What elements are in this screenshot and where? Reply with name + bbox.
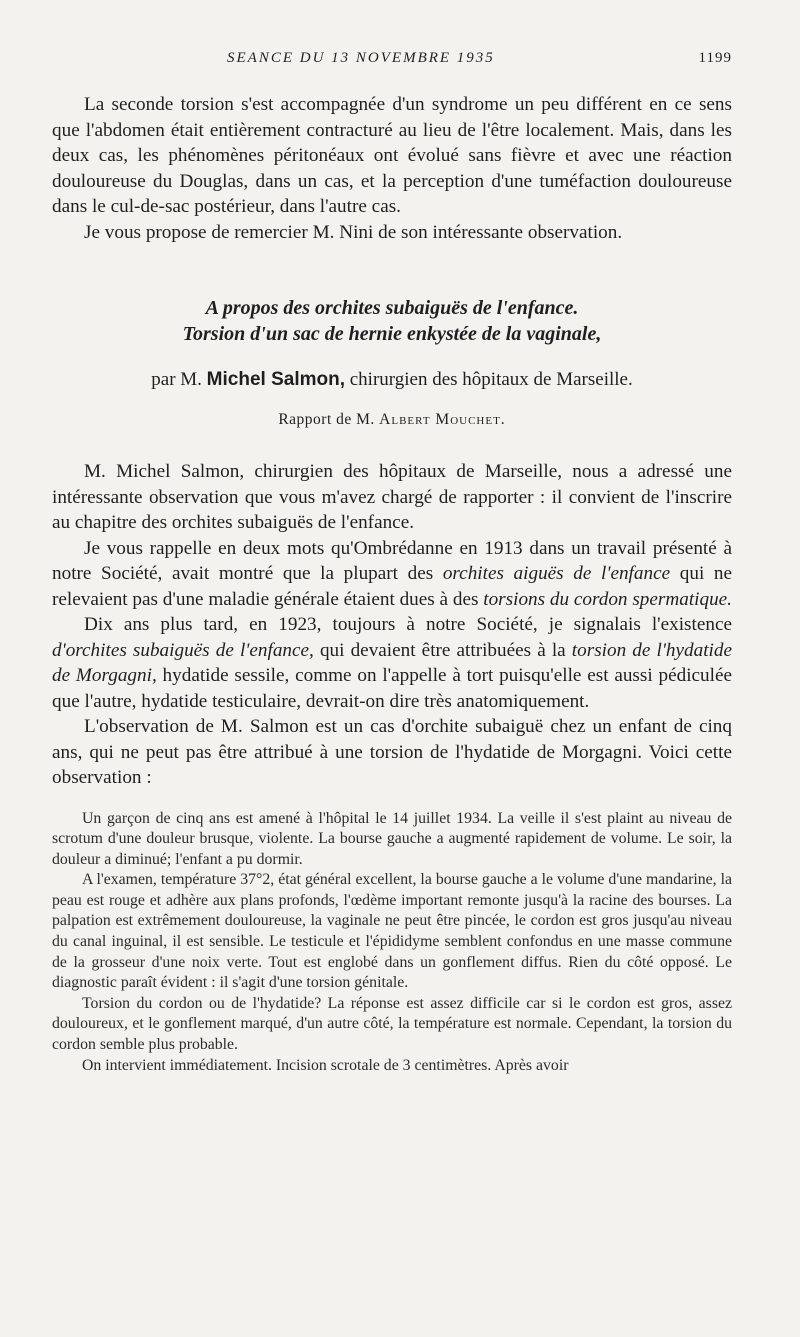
observation-paragraph-3: Torsion du cordon ou de l'hydatide? La réponse est assez difficile car si le cordon est gros, assez douloureux, et le gonflement marqué, d'un autre côté, la température est normale. Cependant, la torsion du cordon semble plus probable. <box>52 994 732 1054</box>
observation-paragraph-1: Un garçon de cinq ans est amené à l'hôpital le 14 juillet 1934. La veille il s'est plaint au niveau de scrotum d'une douleur brusque, violente. La bourse gauche a augmenté rapidement de volume. Le soir, la douleur a diminué; l'enfant a pu dormir. <box>52 809 732 868</box>
article-title-line-2: Torsion d'un sac de hernie enkystée de la vaginale, <box>182 323 602 345</box>
report-paragraph-3 <box>52 612 732 714</box>
report-p3-text-b: qui devaient être attribuées à la <box>313 639 572 661</box>
report-paragraph-4: L'observation de M. Salmon est un cas d'orchite subaiguë chez un enfant de cinq ans, qui ne peut pas être attribué à une torsion de l'hydatide de Morgagni. Voici cette observation : <box>52 716 732 788</box>
running-header <box>52 50 732 74</box>
author-name: Michel Salmon, <box>206 369 345 390</box>
report-p2-italic-1: orchites aiguës de l'enfance <box>442 563 671 584</box>
page-number: 1199 <box>698 50 732 66</box>
report-paragraph-2 <box>52 536 732 613</box>
report-p3-text-a: Dix ans plus tard, en 1923, toujours à notre Société, je signalais l'existence <box>84 614 732 635</box>
author-affiliation: chirurgien des hôpitaux de Marseille. <box>349 369 633 390</box>
article-title-line-1: A propos des orchites subaiguës de l'enfance. <box>205 297 579 319</box>
byline-prefix: par M. <box>151 369 202 390</box>
reporter-name: Albert Mouchet. <box>379 411 506 428</box>
report-attribution <box>52 411 732 429</box>
report-p3-italic-2: torsion de l'hydatide de Morgagni, <box>52 639 732 686</box>
report-p3-text-c: hydatide sessile, comme on l'appelle à tort puisqu'elle est aussi pédiculée que l'autre, hydatide testiculaire, devrait-on dire très anatomiquement. <box>52 665 732 712</box>
article-byline <box>52 369 732 391</box>
body-text <box>52 92 732 1076</box>
running-title: SEANCE DU 13 NOVEMBRE 1935 <box>227 50 495 66</box>
report-p3-italic-1: d'orchites subaiguës de l'enfance, <box>52 639 314 661</box>
report-p2-text-a: Je vous rappelle en deux mots qu'Ombrédanne en 1913 dans un travail présenté à notre Société, avait montré que la plupart des <box>52 537 732 584</box>
report-paragraph-1: M. Michel Salmon, chirurgien des hôpitaux de Marseille, nous a adressé une intéressante observation que vous m'avez chargé de rapporter : il convient de l'inscrire au chapitre des orchites subaiguës de l'enfance. <box>52 461 732 533</box>
report-p2-text-b: qui ne relevaient pas d'une maladie générale étaient dues à des <box>52 563 733 610</box>
intro-paragraph-1: La seconde torsion s'est accompagnée d'un syndrome un peu différent en ce sens que l'abdomen était entièrement contracturé au lieu de l'être localement. Mais, dans les deux cas, les phénomènes péritonéaux ont évolué sans fièvre et avec une réaction douloureuse du Douglas, dans un cas, et la perception d'une tuméfaction douloureuse dans le cul-de-sac postérieur, dans l'autre cas. <box>52 94 732 217</box>
report-prefix: Rapport de M. <box>278 411 375 428</box>
report-p2-italic-2: torsions du cordon spermatique. <box>483 588 732 610</box>
intro-paragraph-2: Je vous propose de remercier M. Nini de son intéressante observation. <box>84 221 623 243</box>
observation-paragraph-2: A l'examen, température 37°2, état général excellent, la bourse gauche a le volume d'une mandarine, la peau est rouge et adhère aux plans profonds, l'œdème important remonte jusqu'à la racine des bourses. La palpation est extrêmement douloureuse, la vaginale ne peut être pincée, le cordon est gros jusqu'au niveau du canal inguinal, il est sensible. Le testicule et l'épididyme semblent confondus en une masse commune de la grosseur d'une noix verte. Tout est englobé dans un gonflement diffus. Rien du côté opposé. Le diagnostic paraît évident : il s'agit d'une torsion génitale. <box>52 871 732 992</box>
observation-paragraph-4: On intervient immédiatement. Incision scrotale de 3 centimètres. Après avoir <box>82 1056 569 1074</box>
